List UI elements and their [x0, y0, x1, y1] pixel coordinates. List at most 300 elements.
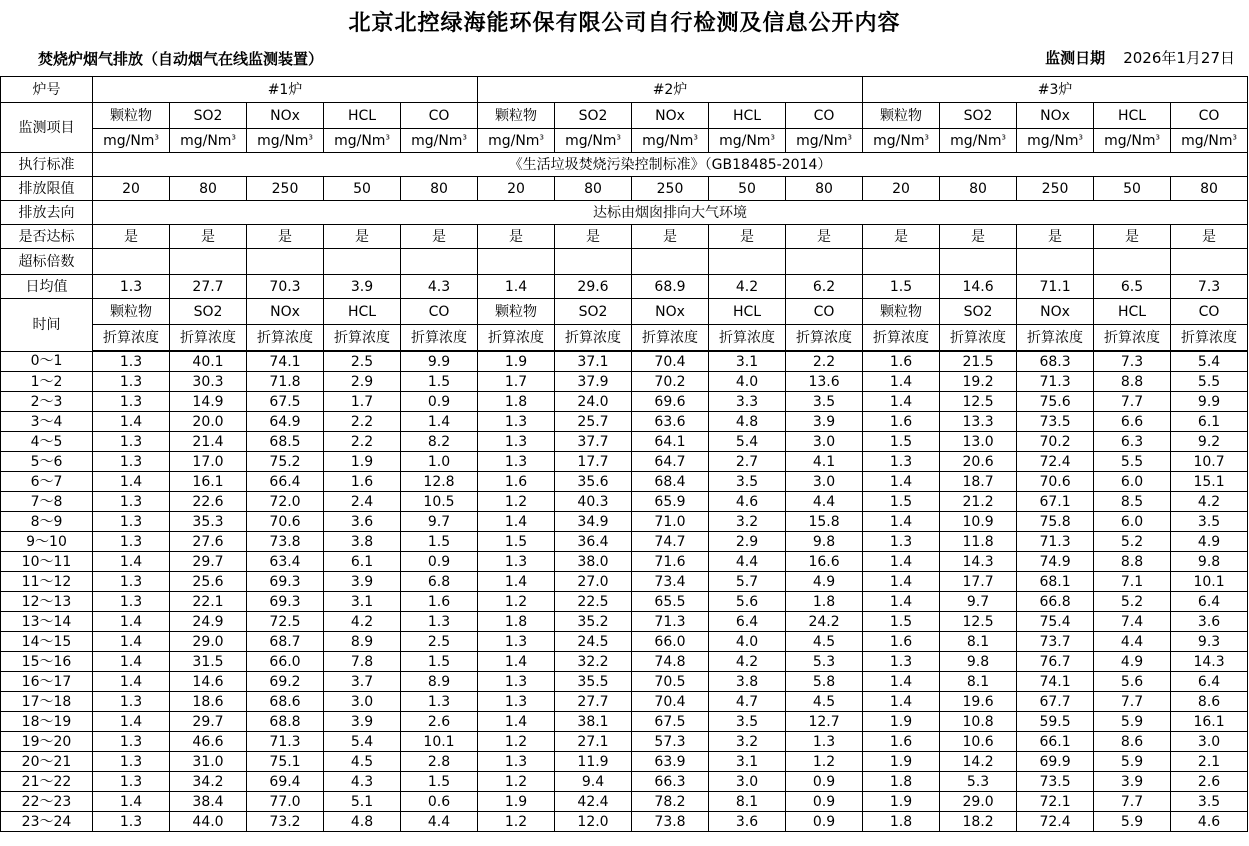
hourly-value: 1.8 [478, 392, 555, 412]
hourly-value: 4.6 [1171, 812, 1248, 832]
hourly-value: 1.0 [401, 452, 478, 472]
hourly-value: 1.3 [93, 752, 170, 772]
hourly-value: 1.5 [401, 772, 478, 792]
hourly-value: 73.8 [632, 812, 709, 832]
hourly-value: 6.1 [324, 552, 401, 572]
unit-cell [709, 129, 786, 153]
concentration-label: 折算浓度 [1171, 325, 1248, 352]
hourly-value: 7.1 [1094, 572, 1171, 592]
hour-row [1, 812, 1248, 832]
concentration-label: 折算浓度 [401, 325, 478, 352]
hourly-value: 1.3 [93, 452, 170, 472]
hourly-value: 2.6 [1171, 772, 1248, 792]
unit-text: mg/Nm [873, 132, 925, 149]
hourly-value: 6.3 [1094, 432, 1171, 452]
hourly-value: 69.6 [632, 392, 709, 412]
hourly-value: 7.3 [1094, 351, 1171, 372]
daily-avg-value: 1.5 [863, 275, 940, 299]
row-label-furnace: 炉号 [1, 77, 93, 103]
hourly-value: 1.6 [863, 632, 940, 652]
hourly-value: 64.9 [247, 412, 324, 432]
compliant-value: 是 [478, 225, 555, 249]
hourly-value: 22.1 [170, 592, 247, 612]
limit-value: 80 [401, 177, 478, 201]
unit-superscript: 3 [308, 132, 313, 141]
hourly-value: 19.2 [940, 372, 1017, 392]
hourly-value: 5.2 [1094, 532, 1171, 552]
hourly-value: 68.8 [247, 712, 324, 732]
hourly-value: 6.4 [1171, 592, 1248, 612]
hourly-value: 1.7 [324, 392, 401, 412]
monitoring-date [1045, 47, 1235, 68]
hourly-value: 74.9 [1017, 552, 1094, 572]
hourly-value: 1.3 [93, 492, 170, 512]
hourly-value: 35.5 [555, 672, 632, 692]
hourly-value: 3.9 [786, 412, 863, 432]
pollutant-header: CO [786, 299, 863, 325]
hourly-value: 2.5 [401, 632, 478, 652]
hourly-value: 4.8 [709, 412, 786, 432]
hourly-value: 1.3 [478, 692, 555, 712]
concentration-label: 折算浓度 [1017, 325, 1094, 352]
hourly-value: 8.8 [1094, 552, 1171, 572]
hourly-value: 67.5 [632, 712, 709, 732]
daily-avg-value: 6.2 [786, 275, 863, 299]
exceed-value [940, 249, 1017, 275]
hourly-value: 74.7 [632, 532, 709, 552]
hour-row [1, 532, 1248, 552]
hourly-value: 6.8 [401, 572, 478, 592]
hourly-value: 27.0 [555, 572, 632, 592]
hourly-value: 74.1 [247, 351, 324, 372]
hourly-value: 29.0 [170, 632, 247, 652]
row-label-item: 监测项目 [1, 103, 93, 153]
hour-label: 22～23 [1, 792, 93, 812]
hourly-value: 5.4 [1171, 351, 1248, 372]
hourly-value: 71.0 [632, 512, 709, 532]
unit-cell [1171, 129, 1248, 153]
hourly-value: 57.3 [632, 732, 709, 752]
hour-label: 12～13 [1, 592, 93, 612]
hourly-value: 64.1 [632, 432, 709, 452]
hourly-value: 5.4 [709, 432, 786, 452]
exceed-value [478, 249, 555, 275]
compliant-value: 是 [863, 225, 940, 249]
daily-avg-value: 4.2 [709, 275, 786, 299]
hourly-value: 70.5 [632, 672, 709, 692]
hourly-value: 77.0 [247, 792, 324, 812]
hour-row [1, 772, 1248, 792]
hourly-value: 66.3 [632, 772, 709, 792]
limit-value: 20 [93, 177, 170, 201]
hourly-value: 1.3 [93, 392, 170, 412]
hourly-value: 37.7 [555, 432, 632, 452]
hour-row [1, 472, 1248, 492]
hourly-value: 3.6 [1171, 612, 1248, 632]
hourly-value: 72.1 [1017, 792, 1094, 812]
hourly-value: 29.7 [170, 712, 247, 732]
hourly-value: 35.6 [555, 472, 632, 492]
hourly-value: 63.6 [632, 412, 709, 432]
hour-label: 20～21 [1, 752, 93, 772]
standard-text: 《生活垃圾焚烧污染控制标准》（GB18485-2014） [93, 153, 1248, 177]
hourly-value: 70.6 [247, 512, 324, 532]
hourly-value: 73.7 [1017, 632, 1094, 652]
limit-value: 50 [709, 177, 786, 201]
hourly-value: 74.1 [1017, 672, 1094, 692]
hour-label: 10～11 [1, 552, 93, 572]
hourly-value: 75.2 [247, 452, 324, 472]
hourly-value: 1.6 [324, 472, 401, 492]
compliant-row [1, 225, 1248, 249]
hourly-value: 5.9 [1094, 752, 1171, 772]
hourly-value: 5.6 [709, 592, 786, 612]
hour-row [1, 512, 1248, 532]
hourly-value: 14.9 [170, 392, 247, 412]
hour-label: 3～4 [1, 412, 93, 432]
daily-avg-value: 7.3 [1171, 275, 1248, 299]
furnace-header: #3炉 [863, 77, 1248, 103]
concentration-label: 折算浓度 [247, 325, 324, 352]
hourly-value: 1.4 [863, 572, 940, 592]
hourly-value: 70.4 [632, 351, 709, 372]
hourly-value: 9.2 [1171, 432, 1248, 452]
hourly-value: 24.5 [555, 632, 632, 652]
hourly-value: 1.4 [863, 392, 940, 412]
hourly-value: 1.2 [478, 732, 555, 752]
hourly-value: 2.1 [1171, 752, 1248, 772]
hourly-value: 1.4 [863, 592, 940, 612]
pollutant-header: 颗粒物 [93, 103, 170, 129]
concentration-label: 折算浓度 [1094, 325, 1171, 352]
hourly-value: 22.6 [170, 492, 247, 512]
hourly-value: 16.6 [786, 552, 863, 572]
hourly-value: 29.0 [940, 792, 1017, 812]
unit-cell [940, 129, 1017, 153]
hourly-value: 38.1 [555, 712, 632, 732]
hourly-value: 6.4 [709, 612, 786, 632]
hourly-value: 12.0 [555, 812, 632, 832]
hourly-value: 2.2 [786, 351, 863, 372]
hourly-value: 17.7 [555, 452, 632, 472]
hourly-value: 1.4 [93, 612, 170, 632]
hourly-value: 1.3 [93, 532, 170, 552]
hourly-value: 1.3 [93, 592, 170, 612]
exceed-value [1171, 249, 1248, 275]
hourly-value: 1.2 [786, 752, 863, 772]
hourly-value: 71.8 [247, 372, 324, 392]
unit-cell [786, 129, 863, 153]
hourly-value: 1.2 [478, 492, 555, 512]
hourly-value: 9.8 [1171, 552, 1248, 572]
hour-row [1, 792, 1248, 812]
hour-label: 6～7 [1, 472, 93, 492]
destination-text: 达标由烟囱排向大气环境 [93, 201, 1248, 225]
furnace-row [1, 77, 1248, 103]
daily-avg-value: 68.9 [632, 275, 709, 299]
pollutant-header: HCL [709, 299, 786, 325]
hourly-value: 1.2 [478, 592, 555, 612]
concentration-label: 折算浓度 [555, 325, 632, 352]
page-title: 北京北控绿海能环保有限公司自行检测及信息公开内容 [348, 11, 901, 36]
exceed-value [709, 249, 786, 275]
hour-label: 7～8 [1, 492, 93, 512]
hourly-value: 4.3 [324, 772, 401, 792]
date-label: 监测日期 [1045, 49, 1106, 67]
exceed-value [632, 249, 709, 275]
compliant-value: 是 [1094, 225, 1171, 249]
hourly-value: 17.0 [170, 452, 247, 472]
hourly-value: 10.5 [401, 492, 478, 512]
unit-cell [324, 129, 401, 153]
hourly-value: 65.5 [632, 592, 709, 612]
daily-avg-value: 70.3 [247, 275, 324, 299]
furnace-header: #1炉 [93, 77, 478, 103]
hourly-value: 1.3 [478, 432, 555, 452]
daily-avg-value: 29.6 [555, 275, 632, 299]
unit-cell [478, 129, 555, 153]
limit-value: 20 [478, 177, 555, 201]
concentration-label-row [1, 325, 1248, 352]
unit-superscript: 3 [847, 132, 852, 141]
limit-row [1, 177, 1248, 201]
hourly-value: 19.6 [940, 692, 1017, 712]
hourly-value: 3.1 [324, 592, 401, 612]
daily-avg-value: 71.1 [1017, 275, 1094, 299]
pollutant-row [1, 103, 1248, 129]
hourly-value: 6.0 [1094, 512, 1171, 532]
hour-row [1, 392, 1248, 412]
hourly-value: 44.0 [170, 812, 247, 832]
hourly-value: 1.4 [863, 472, 940, 492]
unit-superscript: 3 [539, 132, 544, 141]
hourly-value: 20.0 [170, 412, 247, 432]
hourly-value: 5.5 [1094, 452, 1171, 472]
hourly-value: 72.5 [247, 612, 324, 632]
hourly-value: 21.2 [940, 492, 1017, 512]
exceed-value [863, 249, 940, 275]
hourly-value: 30.3 [170, 372, 247, 392]
hourly-value: 3.1 [709, 351, 786, 372]
hourly-value: 4.2 [709, 652, 786, 672]
hourly-value: 7.7 [1094, 792, 1171, 812]
hourly-value: 14.6 [170, 672, 247, 692]
unit-text: mg/Nm [103, 132, 155, 149]
exceed-value [1094, 249, 1171, 275]
hourly-value: 1.4 [863, 372, 940, 392]
hourly-value: 1.9 [863, 752, 940, 772]
hourly-value: 5.3 [940, 772, 1017, 792]
unit-cell [1094, 129, 1171, 153]
unit-superscript: 3 [616, 132, 621, 141]
compliant-value: 是 [170, 225, 247, 249]
hourly-value: 2.4 [324, 492, 401, 512]
hourly-value: 75.1 [247, 752, 324, 772]
hourly-value: 1.5 [863, 612, 940, 632]
hourly-value: 13.6 [786, 372, 863, 392]
exceed-value [401, 249, 478, 275]
hourly-value: 1.7 [478, 372, 555, 392]
hourly-value: 2.2 [324, 412, 401, 432]
hourly-value: 1.3 [863, 652, 940, 672]
hourly-value: 3.8 [709, 672, 786, 692]
hourly-value: 1.3 [93, 812, 170, 832]
limit-value: 250 [247, 177, 324, 201]
hourly-value: 6.1 [1171, 412, 1248, 432]
hourly-value: 67.1 [1017, 492, 1094, 512]
compliant-value: 是 [786, 225, 863, 249]
hourly-value: 1.4 [863, 692, 940, 712]
hourly-value: 5.3 [786, 652, 863, 672]
hourly-value: 1.3 [478, 632, 555, 652]
hourly-value: 68.3 [1017, 351, 1094, 372]
hourly-value: 5.2 [1094, 592, 1171, 612]
hourly-value: 12.5 [940, 612, 1017, 632]
hourly-value: 27.6 [170, 532, 247, 552]
hourly-value: 69.4 [247, 772, 324, 792]
hourly-value: 7.7 [1094, 392, 1171, 412]
time-pollutant-row [1, 299, 1248, 325]
hour-row [1, 351, 1248, 372]
hour-label: 17～18 [1, 692, 93, 712]
unit-text: mg/Nm [565, 132, 617, 149]
hour-row [1, 452, 1248, 472]
hourly-value: 36.4 [555, 532, 632, 552]
concentration-label: 折算浓度 [786, 325, 863, 352]
unit-cell [632, 129, 709, 153]
daily-avg-value: 1.4 [478, 275, 555, 299]
hourly-value: 3.2 [709, 732, 786, 752]
hourly-value: 31.0 [170, 752, 247, 772]
hourly-value: 3.1 [709, 752, 786, 772]
hourly-value: 35.3 [170, 512, 247, 532]
row-label-compliant: 是否达标 [1, 225, 93, 249]
hourly-value: 11.9 [555, 752, 632, 772]
hourly-value: 25.7 [555, 412, 632, 432]
hourly-value: 15.1 [1171, 472, 1248, 492]
hourly-value: 1.8 [863, 772, 940, 792]
hour-row [1, 732, 1248, 752]
hour-row [1, 712, 1248, 732]
hour-label: 16～17 [1, 672, 93, 692]
unit-text: mg/Nm [180, 132, 232, 149]
hour-row [1, 692, 1248, 712]
compliant-value: 是 [1017, 225, 1094, 249]
unit-cell [170, 129, 247, 153]
row-label-time: 时间 [1, 299, 93, 352]
hourly-value: 18.2 [940, 812, 1017, 832]
hourly-value: 1.5 [401, 532, 478, 552]
hourly-value: 1.4 [93, 712, 170, 732]
hourly-value: 1.4 [401, 412, 478, 432]
hourly-value: 66.8 [1017, 592, 1094, 612]
hourly-value: 3.0 [1171, 732, 1248, 752]
unit-superscript: 3 [385, 132, 390, 141]
row-label-standard: 执行标准 [1, 153, 93, 177]
unit-text: mg/Nm [719, 132, 771, 149]
hourly-value: 1.5 [863, 492, 940, 512]
hourly-value: 1.6 [863, 351, 940, 372]
hourly-value: 66.1 [1017, 732, 1094, 752]
hourly-value: 12.8 [401, 472, 478, 492]
pollutant-header: HCL [709, 103, 786, 129]
hour-label: 4～5 [1, 432, 93, 452]
unit-superscript: 3 [924, 132, 929, 141]
exceed-value [93, 249, 170, 275]
hourly-value: 3.5 [709, 472, 786, 492]
hourly-value: 4.2 [1171, 492, 1248, 512]
hourly-value: 7.7 [1094, 692, 1171, 712]
hourly-value: 7.8 [324, 652, 401, 672]
hourly-value: 13.0 [940, 432, 1017, 452]
hourly-value: 4.2 [324, 612, 401, 632]
hourly-value: 1.3 [93, 692, 170, 712]
hourly-value: 70.2 [632, 372, 709, 392]
hour-label: 19～20 [1, 732, 93, 752]
table-subtitle: 焚烧炉烟气排放（自动烟气在线监测装置） [38, 50, 324, 68]
exceed-row [1, 249, 1248, 275]
hourly-value: 68.5 [247, 432, 324, 452]
hourly-value: 6.0 [1094, 472, 1171, 492]
concentration-label: 折算浓度 [170, 325, 247, 352]
hourly-value: 21.5 [940, 351, 1017, 372]
hourly-value: 3.0 [709, 772, 786, 792]
hourly-value: 71.3 [1017, 532, 1094, 552]
daily-avg-value: 4.3 [401, 275, 478, 299]
daily-avg-value: 14.6 [940, 275, 1017, 299]
hourly-value: 3.6 [324, 512, 401, 532]
hourly-value: 18.7 [940, 472, 1017, 492]
compliant-value: 是 [632, 225, 709, 249]
hourly-value: 8.1 [709, 792, 786, 812]
hourly-value: 72.0 [247, 492, 324, 512]
hourly-value: 1.9 [478, 792, 555, 812]
hourly-value: 67.7 [1017, 692, 1094, 712]
hourly-value: 4.8 [324, 812, 401, 832]
hourly-value: 14.3 [1171, 652, 1248, 672]
hourly-value: 6.4 [1171, 672, 1248, 692]
hourly-value: 9.4 [555, 772, 632, 792]
hourly-value: 3.3 [709, 392, 786, 412]
hourly-value: 5.5 [1171, 372, 1248, 392]
daily-row [1, 275, 1248, 299]
hourly-value: 24.0 [555, 392, 632, 412]
hourly-value: 46.6 [170, 732, 247, 752]
hourly-value: 3.5 [1171, 512, 1248, 532]
hourly-value: 1.3 [478, 672, 555, 692]
hourly-value: 9.3 [1171, 632, 1248, 652]
limit-value: 250 [632, 177, 709, 201]
hourly-value: 3.5 [786, 392, 863, 412]
hour-row [1, 412, 1248, 432]
hourly-value: 1.5 [863, 432, 940, 452]
hourly-value: 1.4 [93, 632, 170, 652]
hourly-value: 1.3 [863, 452, 940, 472]
hourly-value: 1.4 [863, 552, 940, 572]
hourly-value: 74.8 [632, 652, 709, 672]
hourly-value: 16.1 [1171, 712, 1248, 732]
hourly-value: 1.9 [478, 351, 555, 372]
hourly-value: 1.3 [401, 692, 478, 712]
pollutant-header: 颗粒物 [863, 103, 940, 129]
hour-label: 1～2 [1, 372, 93, 392]
hourly-value: 4.0 [709, 372, 786, 392]
daily-avg-value: 3.9 [324, 275, 401, 299]
daily-avg-value: 6.5 [1094, 275, 1171, 299]
hourly-value: 3.0 [324, 692, 401, 712]
furnace-header: #2炉 [478, 77, 863, 103]
hourly-value: 3.8 [324, 532, 401, 552]
